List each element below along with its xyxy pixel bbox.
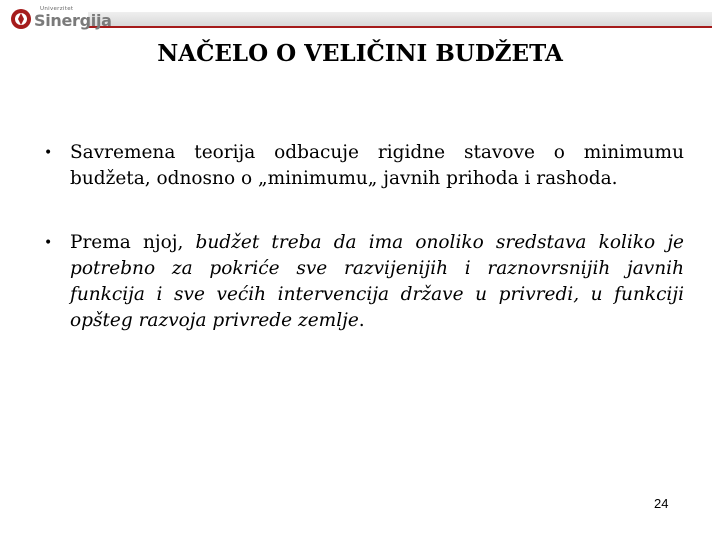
header-accent-line [88,26,712,28]
bullet-list [44,140,684,334]
bullet-icon: • [44,235,53,251]
bullet-icon: • [44,145,53,161]
bullet-item [44,230,684,334]
sinergija-logo [10,6,112,32]
bullet-item [44,140,684,192]
page-number: 24 [654,496,669,511]
header-bar [88,12,712,26]
logo-name: Sinergija [34,11,112,30]
bullet-text-suffix: . [358,310,365,331]
slide-title: NAČELO O VELIČINI BUDŽETA [157,40,563,67]
bullet-text-prefix: Prema njoj, [70,232,196,253]
logo-mark-icon [10,8,32,30]
bullet-text: Savremena teorija odbacuje rigidne stavove o minimumu budžeta, odnosno o „minimumu„ javnih prihoda i rashoda. [70,142,684,189]
logo-university-text: Univerzitet [40,6,74,12]
bullet-text-italic: budžet treba da ima onoliko sredstava koliko je potrebno za pokriće sve razvijenijih i raznovrsnijih javnih funkcija i sve većih intervencija države u privredi, u funkciji opšteg razvoja privrede zemlje [70,232,684,331]
